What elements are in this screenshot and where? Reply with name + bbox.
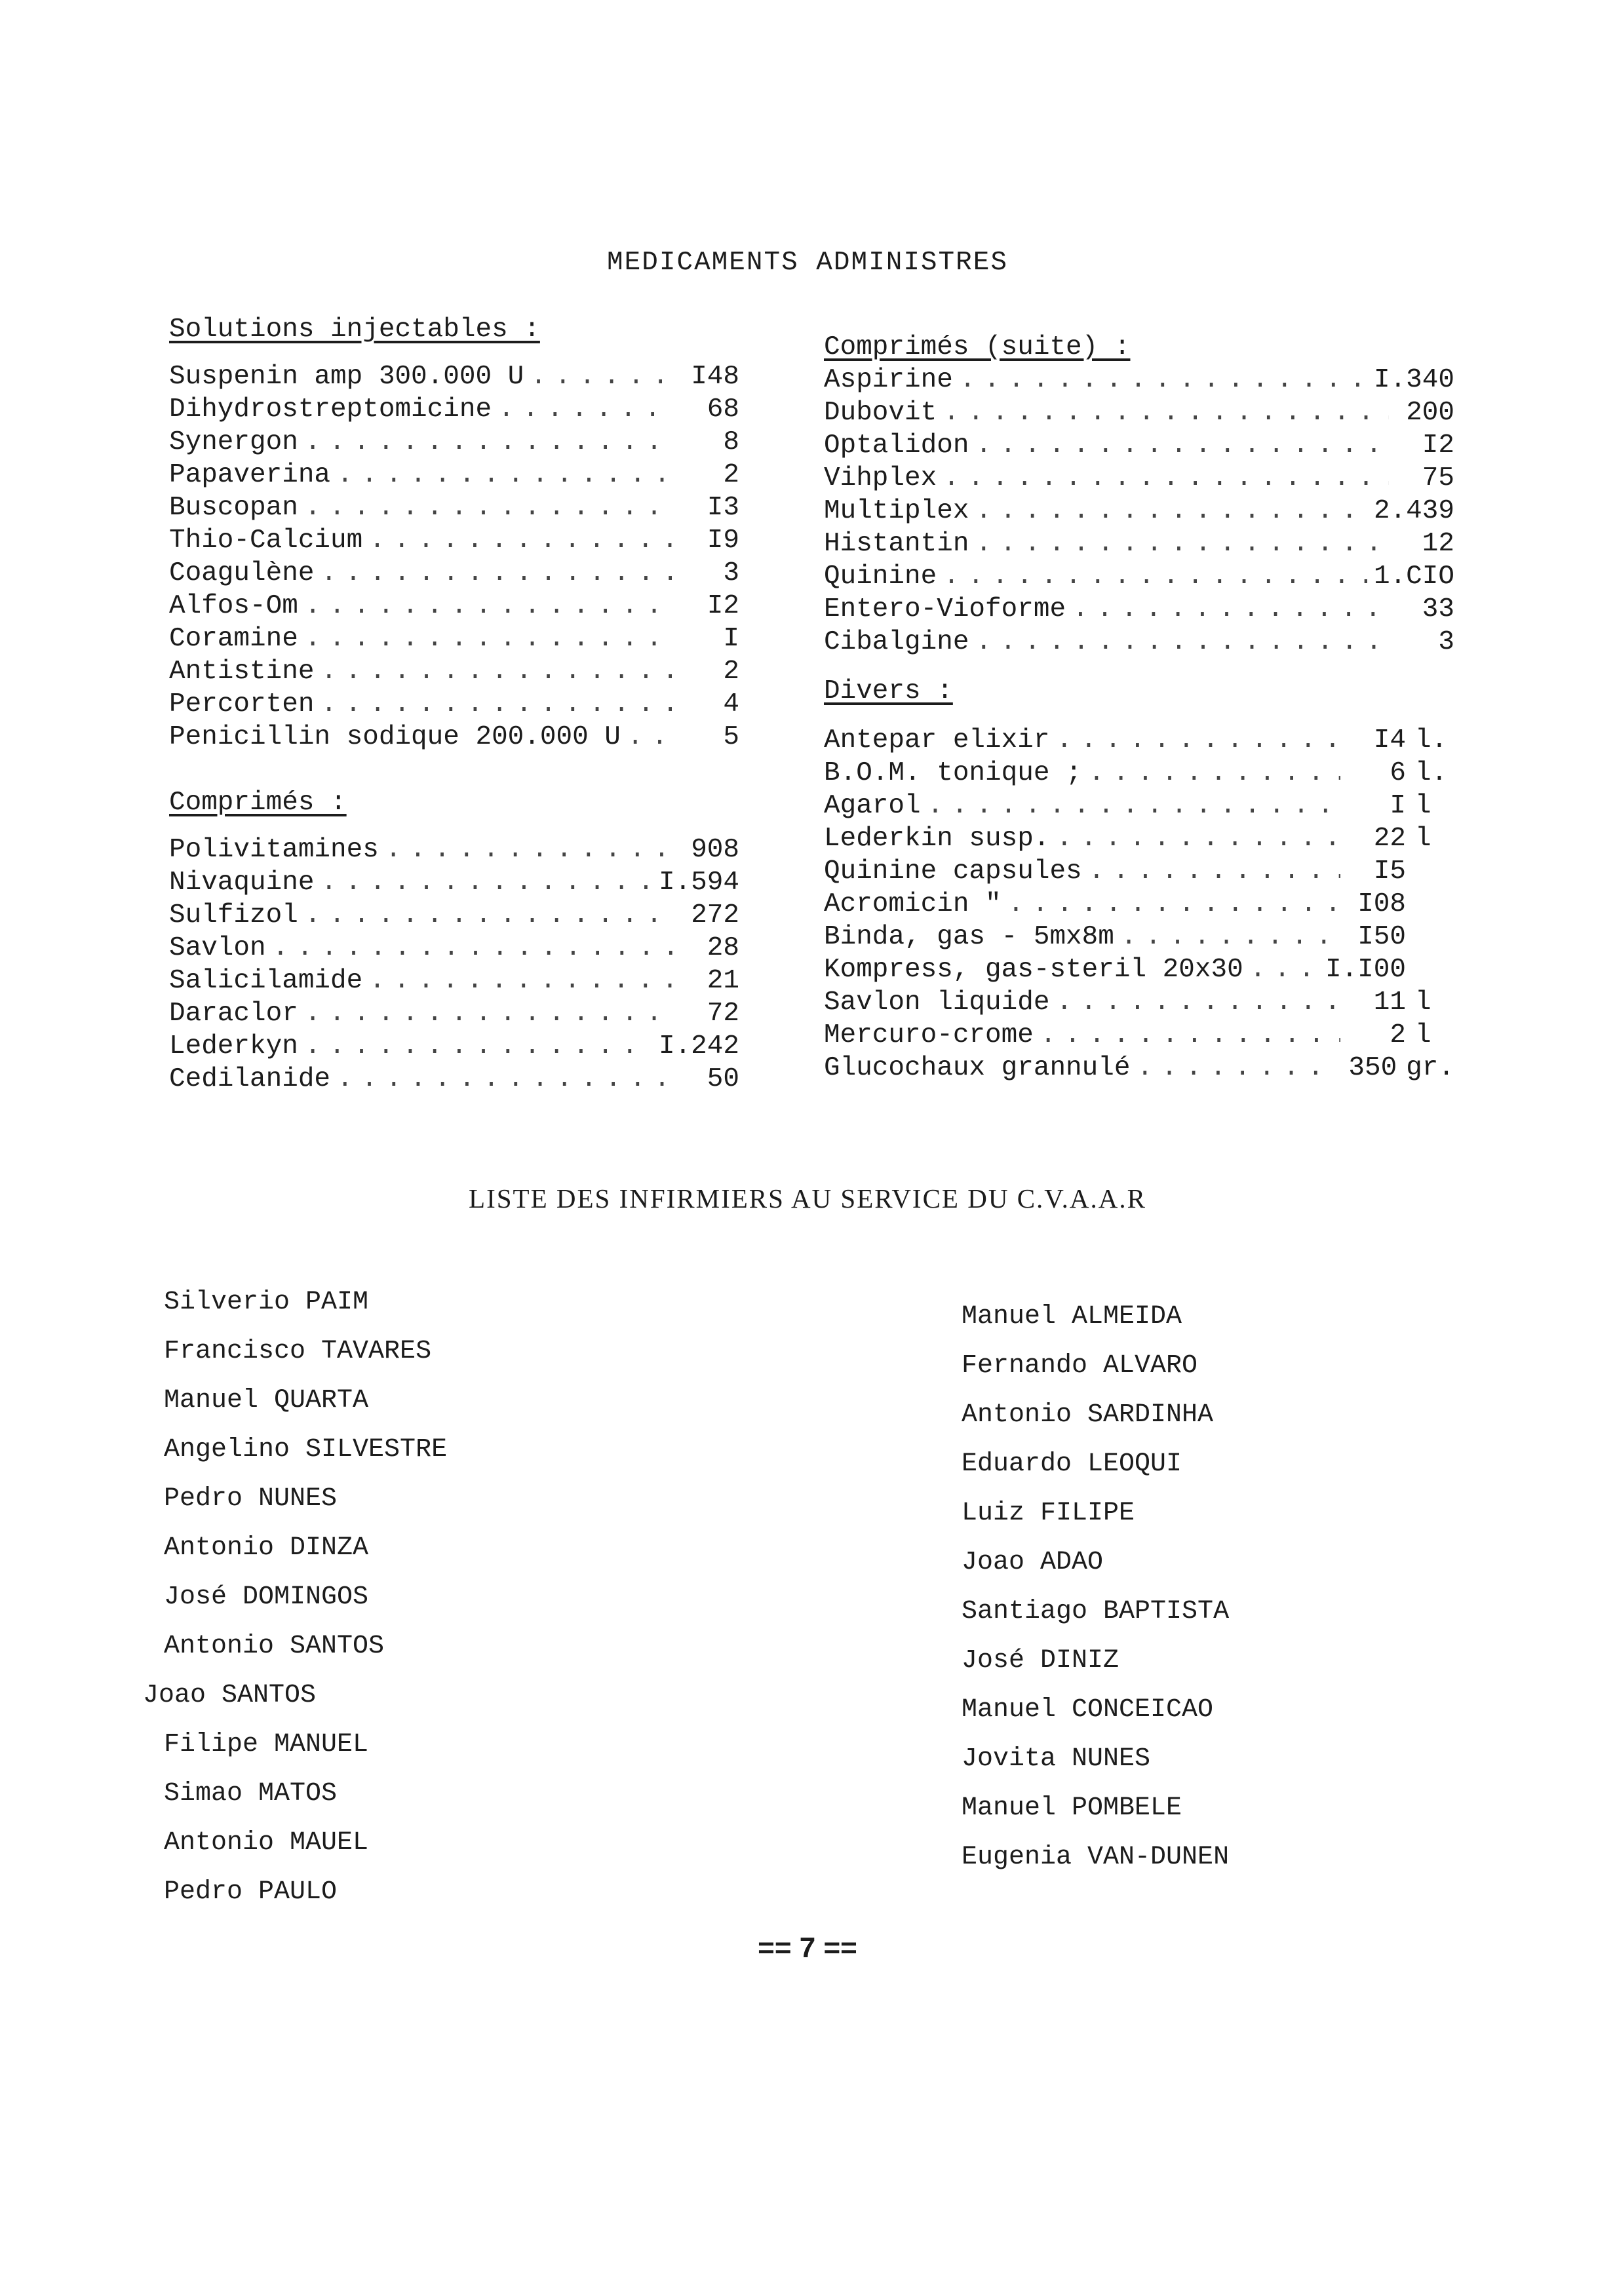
- nurse-name: Eduardo LEOQUI: [962, 1449, 1182, 1479]
- medication-row: [169, 655, 739, 688]
- medication-quantity: 22: [1373, 824, 1406, 854]
- nurse-name: Jovita NUNES: [962, 1744, 1151, 1774]
- nurse-name: Pedro NUNES: [164, 1484, 338, 1514]
- medication-quantity: I08: [1357, 889, 1406, 919]
- medication-name: Vihplex: [824, 463, 937, 493]
- dot-leader: [1040, 1019, 1340, 1052]
- dot-leader: [530, 360, 674, 393]
- medication-row: [824, 757, 1454, 790]
- medication-row: [824, 790, 1454, 822]
- dot-leader: [305, 590, 674, 622]
- medication-row: [824, 429, 1454, 462]
- medication-quantity: I.340: [1373, 365, 1454, 395]
- medication-quantity: I50: [1357, 922, 1406, 952]
- medication-row: [169, 491, 739, 524]
- dot-leader: [1008, 888, 1340, 921]
- nurse-name: Joao ADAO: [962, 1548, 1104, 1577]
- medication-name: Binda, gas - 5mx8m: [824, 922, 1114, 952]
- dot-leader: [960, 364, 1367, 396]
- dot-leader: [305, 1030, 652, 1063]
- nurse-name: Francisco TAVARES: [164, 1337, 432, 1366]
- nurse-name: Eugenia VAN-DUNEN: [962, 1843, 1230, 1872]
- medication-row: [169, 721, 739, 754]
- medication-row: [824, 495, 1454, 527]
- medication-row: [824, 462, 1454, 495]
- medication-row: [169, 1030, 739, 1063]
- medication-quantity: 3: [1438, 627, 1454, 657]
- medication-row: [169, 997, 739, 1030]
- dot-leader: [1072, 593, 1389, 626]
- medication-row: [169, 965, 739, 997]
- medication-unit: l: [1415, 1020, 1431, 1050]
- dot-leader: [337, 1063, 674, 1096]
- medication-row: [169, 426, 739, 459]
- dot-leader: [305, 426, 674, 459]
- medication-name: Antepar elixir: [824, 725, 1050, 756]
- medication-quantity: I.242: [658, 1031, 739, 1062]
- medication-unit: l: [1415, 987, 1431, 1018]
- medication-row: [824, 527, 1454, 560]
- medication-row: [824, 921, 1454, 953]
- nurse-name: Manuel POMBELE: [962, 1793, 1182, 1823]
- medication-row: [169, 866, 739, 899]
- medication-name: Agarol: [824, 791, 921, 821]
- medication-name: Percorten: [169, 689, 315, 719]
- medication-row: [169, 459, 739, 491]
- medication-unit: gr.: [1406, 1053, 1454, 1083]
- medication-row: [824, 855, 1454, 888]
- dot-leader: [305, 899, 674, 932]
- medication-row: [824, 560, 1454, 593]
- medication-quantity: I48: [691, 362, 739, 392]
- medication-name: Kompress, gas-steril 20x30: [824, 955, 1243, 985]
- dot-leader: [321, 655, 674, 688]
- medication-name: Dubovit: [824, 398, 937, 428]
- medication-row: [169, 1063, 739, 1096]
- medication-name: Entero-Vioforme: [824, 594, 1066, 624]
- nurse-name: Pedro PAULO: [164, 1877, 338, 1907]
- medication-name: Coramine: [169, 624, 298, 654]
- nurses-list-title: LISTE DES INFIRMIERS AU SERVICE DU C.V.A.A.R: [469, 1183, 1146, 1214]
- medication-quantity: I5: [1373, 856, 1406, 887]
- medication-quantity: 2.439: [1373, 496, 1454, 526]
- medication-row: [169, 833, 739, 866]
- medication-quantity: I: [1390, 791, 1406, 821]
- medication-name: Glucochaux grannulé: [824, 1053, 1131, 1083]
- nurse-name: José DINIZ: [962, 1646, 1119, 1675]
- dot-leader: [975, 527, 1389, 560]
- dot-leader: [337, 459, 674, 491]
- dot-leader: [1056, 724, 1340, 757]
- medication-quantity: 21: [707, 966, 739, 996]
- medication-row: [824, 724, 1454, 757]
- dot-leader: [927, 790, 1340, 822]
- medication-unit: [1406, 953, 1454, 986]
- medication-quantity: 5: [723, 722, 739, 752]
- medication-name: Savlon: [169, 933, 266, 963]
- medication-name: Papaverina: [169, 460, 331, 490]
- nurse-name: Manuel ALMEIDA: [962, 1302, 1182, 1331]
- injectables-heading: Solutions injectables :: [169, 315, 540, 345]
- nurses-right-column: [962, 1292, 1486, 1882]
- medication-quantity: 72: [707, 999, 739, 1029]
- medication-name: Cedilanide: [169, 1064, 331, 1094]
- nurse-name: José DOMINGOS: [164, 1582, 369, 1612]
- dot-leader: [943, 396, 1389, 429]
- dot-leader: [305, 491, 674, 524]
- dot-leader: [1250, 953, 1319, 986]
- nurse-name: Antonio MAUEL: [164, 1828, 369, 1858]
- medication-name: Daraclor: [169, 999, 298, 1029]
- medication-unit: l.: [1415, 725, 1448, 756]
- dot-leader: [975, 429, 1389, 462]
- medication-quantity: 68: [707, 394, 739, 425]
- medication-row: [169, 524, 739, 557]
- nurse-name: Filipe MANUEL: [164, 1730, 369, 1759]
- medication-row: [824, 364, 1454, 396]
- medication-quantity: 2: [1390, 1020, 1406, 1050]
- medication-name: Antistine: [169, 657, 315, 687]
- injectables-list: [169, 360, 739, 754]
- page-number: == 7 ==: [758, 1932, 857, 1964]
- dot-leader: [1137, 1052, 1331, 1084]
- medication-quantity: 11: [1373, 987, 1406, 1018]
- nurse-name: Antonio DINZA: [164, 1533, 369, 1563]
- dot-leader: [369, 965, 674, 997]
- medication-row: [824, 626, 1454, 659]
- medication-row: [824, 986, 1454, 1019]
- medication-name: B.O.M. tonique ;: [824, 758, 1082, 788]
- dot-leader: [321, 557, 674, 590]
- medication-name: Histantin: [824, 529, 969, 559]
- medication-name: Polivitamines: [169, 835, 379, 865]
- medication-quantity: I.594: [658, 868, 739, 898]
- medication-quantity: 28: [707, 933, 739, 963]
- medication-name: Buscopan: [169, 493, 298, 523]
- medication-quantity: I4: [1373, 725, 1406, 756]
- medication-quantity: I3: [707, 493, 739, 523]
- medication-unit: [1406, 888, 1454, 921]
- nurse-name: Silverio PAIM: [164, 1288, 369, 1317]
- medication-row: [169, 932, 739, 965]
- medication-quantity: I2: [707, 591, 739, 621]
- medication-quantity: 8: [723, 427, 739, 457]
- medication-row: [824, 396, 1454, 429]
- medication-name: Lederkin susp.: [824, 824, 1050, 854]
- medication-quantity: 50: [707, 1064, 739, 1094]
- medication-unit: l.: [1415, 758, 1448, 788]
- medication-quantity: I9: [707, 526, 739, 556]
- nurse-name: Santiago BAPTISTA: [962, 1597, 1230, 1626]
- medication-name: Mercuro-crome: [824, 1020, 1034, 1050]
- dot-leader: [627, 721, 674, 754]
- comprimes-suite-heading: Comprimés (suite) :: [824, 332, 1131, 362]
- nurse-name: Manuel QUARTA: [164, 1386, 369, 1415]
- dot-leader: [1056, 986, 1340, 1019]
- medication-quantity: 908: [691, 835, 739, 865]
- medication-quantity: I: [723, 624, 739, 654]
- nurses-left-column: [143, 1278, 623, 1917]
- medication-row: [169, 688, 739, 721]
- medication-row: [824, 888, 1454, 921]
- medication-quantity: I.I00: [1325, 955, 1406, 985]
- medication-name: Optalidon: [824, 430, 969, 461]
- dot-leader: [498, 393, 674, 426]
- medication-name: Quinine capsules: [824, 856, 1082, 887]
- medication-name: Penicillin sodique 200.000 U: [169, 722, 621, 752]
- left-column: [169, 313, 739, 1096]
- medication-name: Synergon: [169, 427, 298, 457]
- medication-unit: l: [1415, 791, 1431, 821]
- medication-name: Salicilamide: [169, 966, 363, 996]
- medication-row: [169, 590, 739, 622]
- medication-quantity: 350: [1348, 1053, 1397, 1083]
- medication-name: Aspirine: [824, 365, 953, 395]
- dot-leader: [305, 997, 674, 1030]
- medication-name: Multiplex: [824, 496, 969, 526]
- dot-leader: [1089, 855, 1340, 888]
- medication-quantity: 200: [1406, 398, 1454, 428]
- comprimes-suite-list: [824, 364, 1454, 659]
- divers-heading: Divers :: [824, 676, 953, 706]
- right-column: [824, 331, 1454, 1084]
- medication-row: [824, 593, 1454, 626]
- medication-name: Acromicin ": [824, 889, 1002, 919]
- document-title: MEDICAMENTS ADMINISTRES: [607, 248, 1008, 278]
- medication-quantity: 2: [723, 460, 739, 490]
- nurse-name: Antonio SANTOS: [164, 1632, 385, 1661]
- medication-quantity: 6: [1390, 758, 1406, 788]
- medication-row: [169, 360, 739, 393]
- medication-unit: [1406, 921, 1454, 953]
- medication-name: Lederkyn: [169, 1031, 298, 1062]
- medication-quantity: 75: [1422, 463, 1454, 493]
- divers-list: [824, 724, 1454, 1084]
- comprimes-heading: Comprimés :: [169, 788, 347, 818]
- medication-quantity: I2: [1422, 430, 1454, 461]
- dot-leader: [273, 932, 674, 965]
- medication-quantity: 1.CIO: [1373, 562, 1454, 592]
- medication-quantity: 4: [723, 689, 739, 719]
- medication-row: [169, 393, 739, 426]
- dot-leader: [369, 524, 674, 557]
- dot-leader: [1089, 757, 1340, 790]
- medication-name: Sulfizol: [169, 900, 298, 930]
- medication-quantity: 272: [691, 900, 739, 930]
- medication-name: Quinine: [824, 562, 937, 592]
- medication-name: Suspenin amp 300.000 U: [169, 362, 524, 392]
- medication-name: Dihydrostreptomicine: [169, 394, 492, 425]
- comprimes-list: [169, 833, 739, 1096]
- dot-leader: [943, 462, 1389, 495]
- nurse-name: Joao SANTOS: [143, 1681, 317, 1710]
- dot-leader: [321, 866, 652, 899]
- medication-name: Alfos-Om: [169, 591, 298, 621]
- dot-leader: [1121, 921, 1340, 953]
- medication-row: [824, 822, 1454, 855]
- dot-leader: [975, 626, 1389, 659]
- medication-quantity: 2: [723, 657, 739, 687]
- dot-leader: [975, 495, 1367, 527]
- dot-leader: [305, 622, 674, 655]
- dot-leader: [943, 560, 1367, 593]
- medication-row: [169, 557, 739, 590]
- dot-leader: [1056, 822, 1340, 855]
- nurse-name: Antonio SARDINHA: [962, 1400, 1214, 1430]
- medication-unit: l: [1415, 824, 1431, 854]
- nurse-name: Luiz FILIPE: [962, 1499, 1135, 1528]
- medication-name: Savlon liquide: [824, 987, 1050, 1018]
- medication-name: Coagulène: [169, 558, 315, 588]
- medication-row: [169, 899, 739, 932]
- medication-name: Thio-Calcium: [169, 526, 363, 556]
- medication-row: [824, 1052, 1454, 1084]
- medication-quantity: 12: [1422, 529, 1454, 559]
- medication-quantity: 3: [723, 558, 739, 588]
- nurse-name: Angelino SILVESTRE: [164, 1435, 448, 1464]
- nurse-name: Fernando ALVARO: [962, 1351, 1198, 1381]
- nurse-name: Simao MATOS: [164, 1779, 338, 1808]
- medication-name: Cibalgine: [824, 627, 969, 657]
- medication-row: [824, 953, 1454, 986]
- medication-row: [824, 1019, 1454, 1052]
- dot-leader: [321, 688, 674, 721]
- medication-name: Nivaquine: [169, 868, 315, 898]
- nurse-name: Manuel CONCEICAO: [962, 1695, 1214, 1725]
- medication-unit: [1406, 855, 1454, 888]
- medication-row: [169, 622, 739, 655]
- medication-quantity: 33: [1422, 594, 1454, 624]
- dot-leader: [385, 833, 674, 866]
